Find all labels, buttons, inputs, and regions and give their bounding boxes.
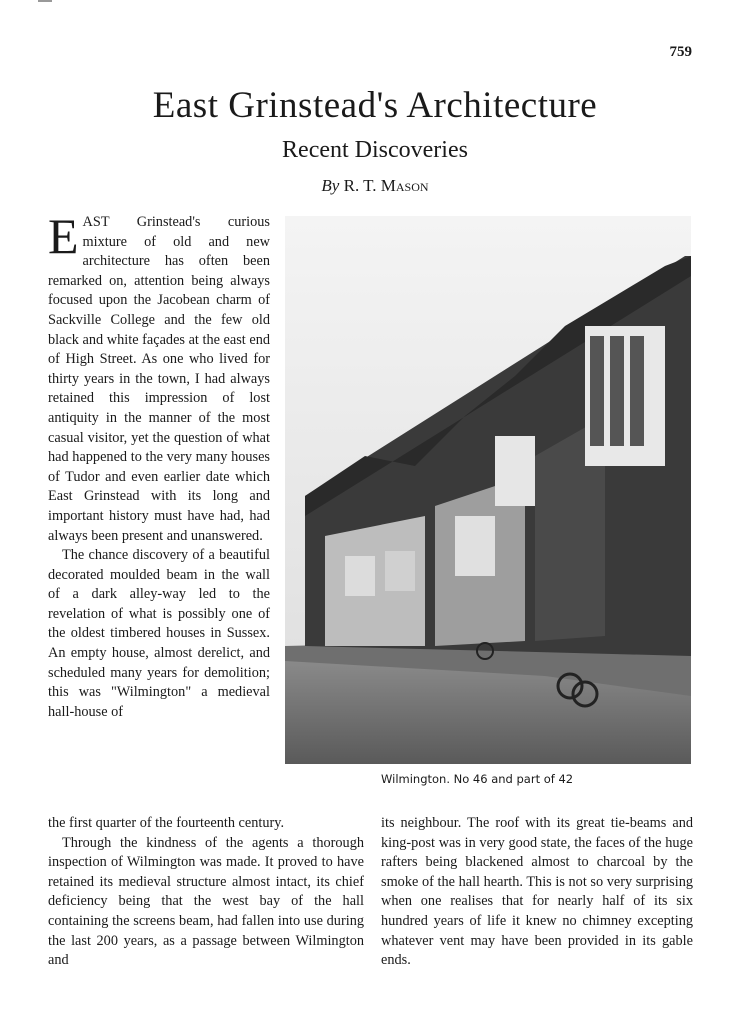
street-photograph xyxy=(285,216,691,764)
bottom-left-column xyxy=(48,814,364,971)
drop-cap: E xyxy=(48,208,79,264)
paragraph-2-continued: the first quarter of the fourteenth century. xyxy=(48,815,285,831)
paragraph-1 xyxy=(48,208,270,546)
paragraph-1-text: AST Grinstead's curious mixture of old and new architecture has often been remarked on, attention being always focused upon the Jacobean charm of Sackville College and the few old black and white façades at the east end of High Street. As one who lived for thirty years in the town, I had always retained this impression of lost antiquity in the manner of the most casual visitor, yet the question of what had happened to the very many houses of Tudor and even earlier date which East Grinstead with its long and important history must have had, had always been present and unanswered. xyxy=(48,214,270,544)
paragraph-2: The chance discovery of a beautiful decorated moulded beam in the wall of a dark alley-way led to the revelation of what is possibly one of the oldest timbered houses in Sussex. An empty house, almost derelict, and scheduled many years for demolition; this was "Wilmington" a medieval hall-house of xyxy=(48,547,270,720)
article-subtitle: Recent Discoveries xyxy=(282,137,468,163)
page-number: 759 xyxy=(669,44,692,60)
byline xyxy=(0,176,750,196)
corner-mark xyxy=(38,0,52,2)
left-column xyxy=(48,208,270,722)
paragraph-3-continued: its neighbour. The roof with its great tie-beams and king-post was in very good state, the faces of the huge rafters being blackened almost to charcoal by the smoke of the hall hearth. This is not so very surprising when one realises that for nearly half of its six hundred years of life it knew no chimney excepting whatever vent may have been provided in its gable ends. xyxy=(381,815,693,969)
article-title: East Grinstead's Architecture xyxy=(152,85,598,126)
paragraph-3: Through the kindness of the agents a thorough inspection of Wilmington was made. It proved to have retained its medieval structure almost intact, its chief deficiency being that the west bay of the hall containing the screens beam, had fallen into use during the last 200 years, as a passage between Wilmington and xyxy=(48,834,364,969)
right-column xyxy=(381,814,693,971)
figure-caption: Wilmington. No 46 and part of 42 xyxy=(381,772,574,786)
byline-author: R. T. Mason xyxy=(343,176,429,195)
byline-by: By xyxy=(321,176,340,195)
